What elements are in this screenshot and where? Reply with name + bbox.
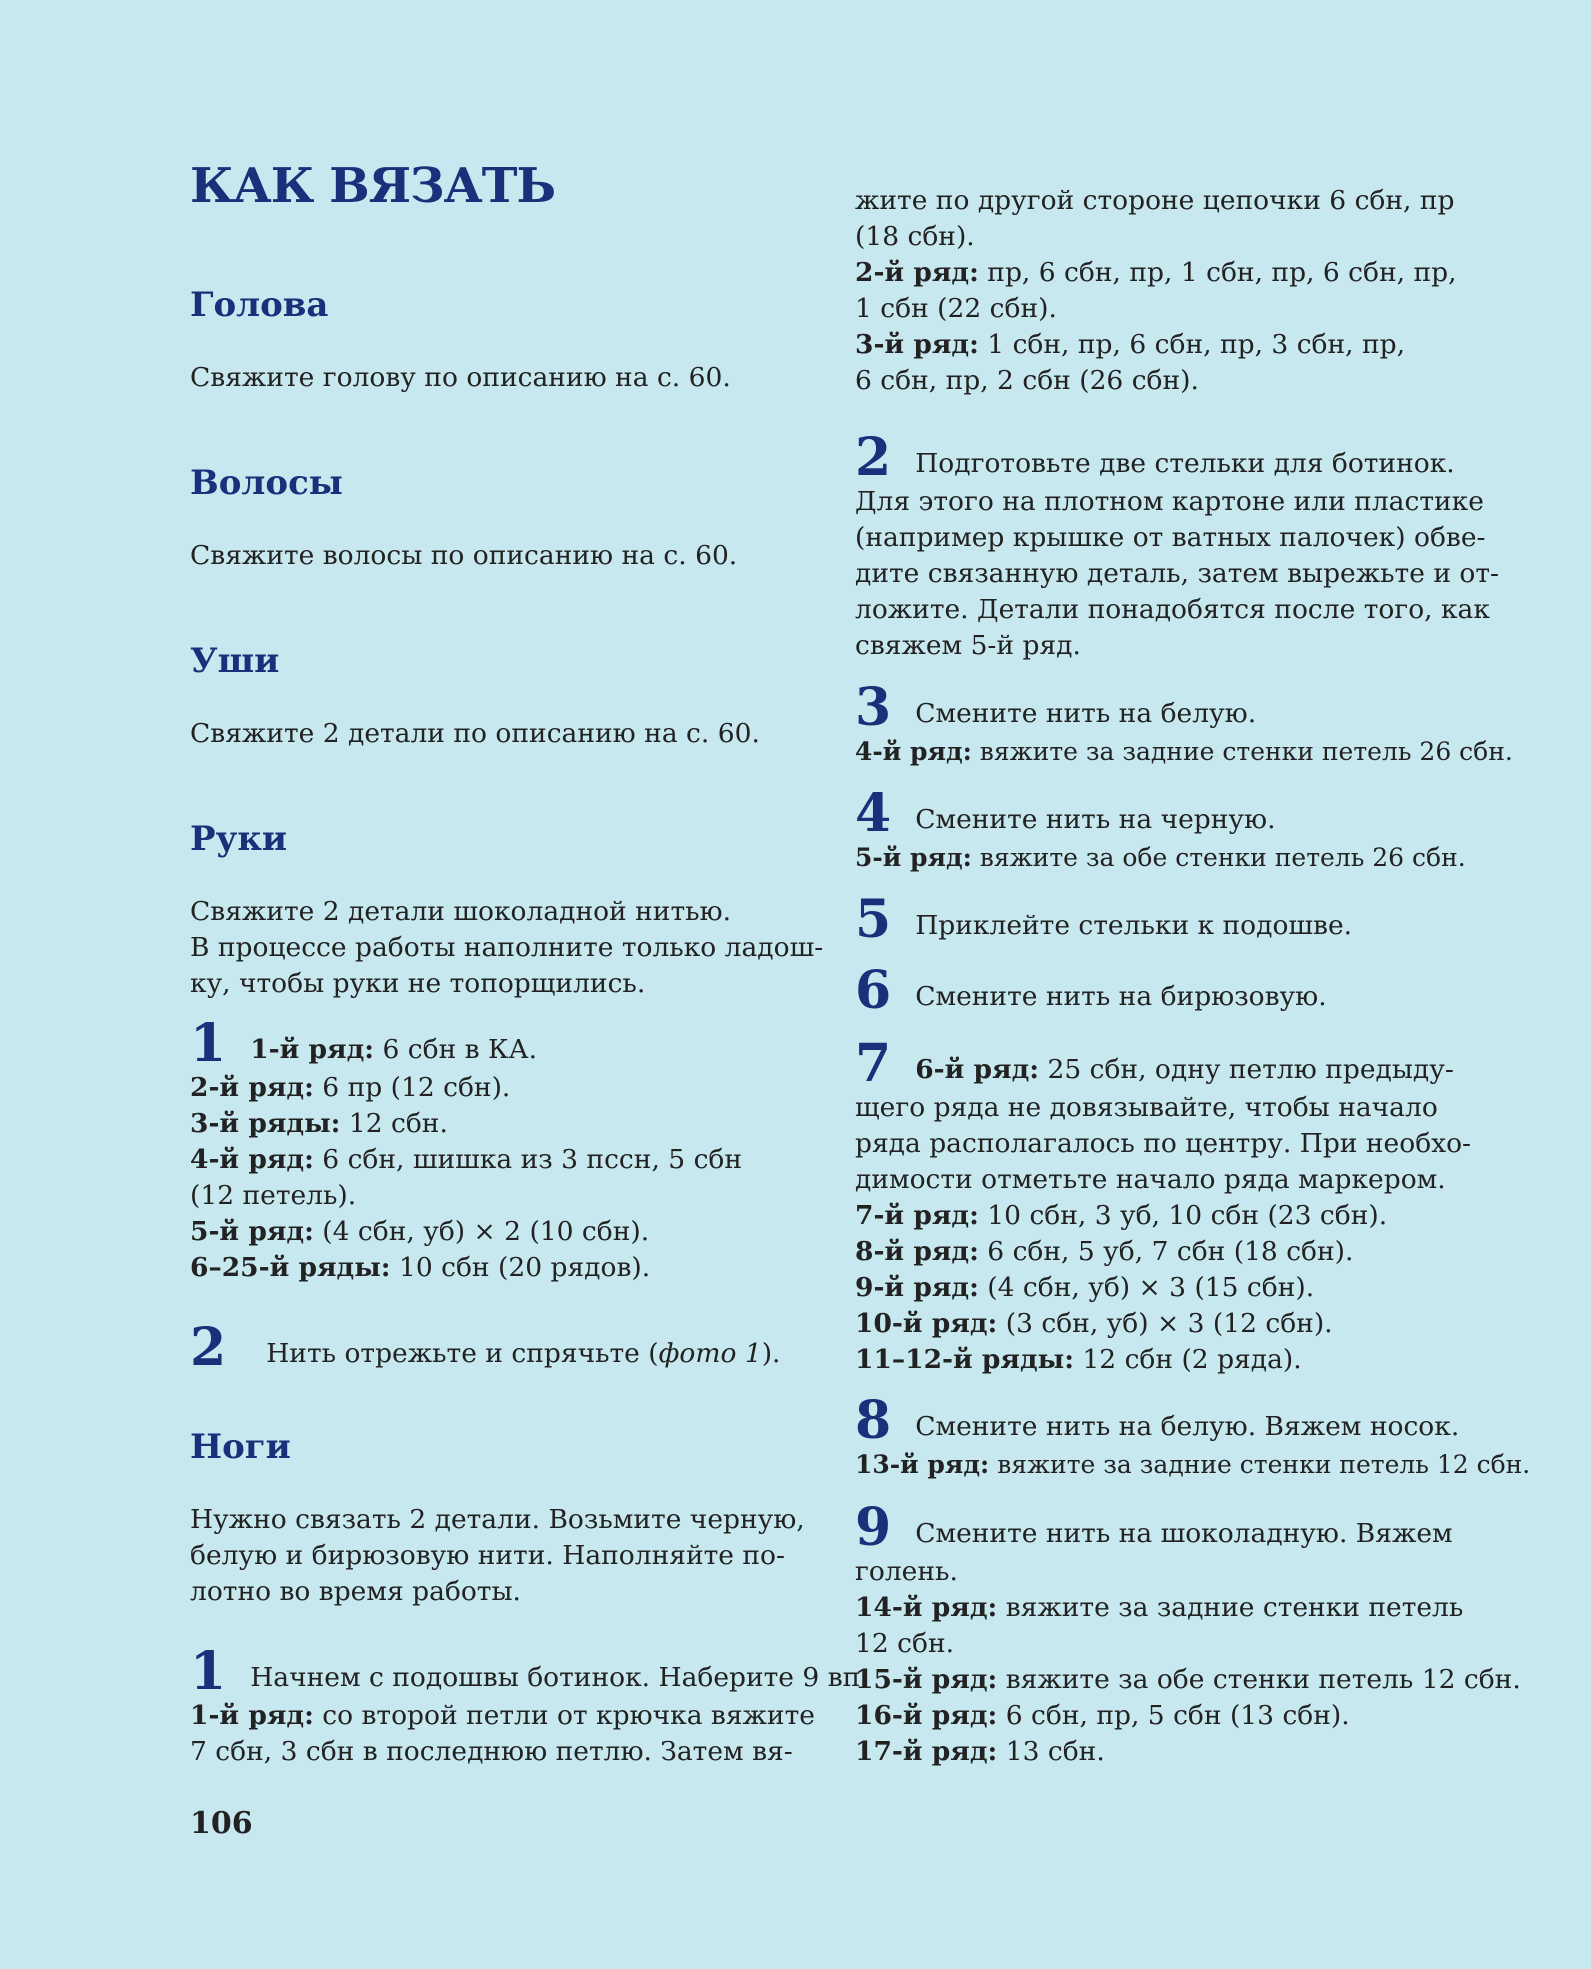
- legs-intro: Нужно связать 2 детали. Возьмите черную, белую и бирюзовую нити. Наполняйте по- лотно во время работы.: [190, 1504, 805, 1607]
- head-text: Свяжите голову по описанию на с. 60.: [190, 362, 731, 393]
- legs-step-5: 5 Приклейте стельки к подошве.: [855, 889, 1353, 950]
- step-number: 4: [855, 783, 892, 844]
- section-heading-hair: Волосы: [190, 463, 343, 503]
- step-number: 2: [855, 427, 892, 488]
- step-number: 9: [855, 1497, 892, 1558]
- step-number: 8: [855, 1390, 892, 1451]
- step-number: 1: [190, 1641, 227, 1702]
- section-heading-arms: Руки: [190, 819, 288, 859]
- legs-step-4: 4 Смените нить на черную. 5-й ряд: вяжите за обе стенки петель 26 сбн.: [855, 783, 1466, 872]
- legs-step-3: 3 Смените нить на белую. 4-й ряд: вяжите за задние стенки петель 26 сбн.: [855, 677, 1513, 766]
- step-number: 5: [855, 889, 892, 950]
- hair-text: Свяжите волосы по описанию на с. 60.: [190, 540, 738, 571]
- legs-step-1-continued: жите по другой стороне цепочки 6 сбн, пр (18 сбн). 2-й ряд: пр, 6 сбн, пр, 1 сбн, пр, 6 сбн, пр, 1 сбн (22 сбн). 3-й ряд: 1 сбн, пр, 6 сбн, пр, 3 сбн, пр, 6 сбн, пр, 2 сбн (26 сбн).: [855, 185, 1457, 396]
- step-number: 1: [190, 1013, 227, 1074]
- legs-step-1: 1 Начнем с подошвы ботинок. Наберите 9 вп. 1-й ряд: со второй петли от крючка вяжите 7 сбн, 3 сбн в последнюю петлю. Затем вя-: [190, 1641, 869, 1767]
- arms-intro: Свяжите 2 детали шоколадной нитью. В процессе работы наполните только ладош- ку, чтобы руки не топорщились.: [190, 896, 824, 999]
- ears-text: Свяжите 2 детали по описанию на с. 60.: [190, 718, 760, 749]
- legs-step-9: 9 Смените нить на шоколадную. Вяжем голень. 14-й ряд: вяжите за задние стенки петель 12 сбн. 15-й ряд: вяжите за обе стенки петель 12 сбн. 16-й ряд: 6 сбн, пр, 5 сбн (13 сбн). 17-й ряд: 13 сбн.: [855, 1497, 1521, 1767]
- section-heading-head: Голова: [190, 285, 329, 325]
- legs-step-7: 7 6-й ряд: 25 сбн, одну петлю предыду- щего ряда не довязывайте, чтобы начало ряда располагалось по центру. При необхо- димости отметьте начало ряда маркером. 7-й ряд: 10 сбн, 3 уб, 10 сбн (23 сбн). 8-й ряд: 6 сбн, 5 уб, 7 сбн (18 сбн). 9-й ряд: (4 сбн, уб) × 3 (15 сбн). 10-й ряд: (3 сбн, уб) × 3 (12 сбн). 11–12-й ряды: 12 сбн (2 ряда).: [855, 1033, 1471, 1375]
- step-number: 6: [855, 960, 892, 1021]
- step-number: 3: [855, 677, 892, 738]
- arms-step-1: 1 1-й ряд: 6 сбн в КА. 2-й ряд: 6 пр (12 сбн). 3-й ряды: 12 сбн. 4-й ряд: 6 сбн, шишка из 3 пссн, 5 сбн (12 петель). 5-й ряд: (4 сбн, уб) × 2 (10 сбн). 6–25-й ряды: 10 сбн (20 рядов).: [190, 1013, 743, 1283]
- step-number: 2: [190, 1317, 227, 1378]
- step-number: 7: [855, 1033, 892, 1094]
- page-number: 106: [190, 1806, 253, 1841]
- arms-step-2: 2 Нить отрежьте и спрячьте (фото 1).: [190, 1317, 781, 1378]
- page-title: КАК ВЯЗАТЬ: [190, 158, 556, 214]
- legs-step-2: 2 Подготовьте две стельки для ботинок. Для этого на плотном картоне или пластике (например крышке от ватных палочек) обве- дите связанную деталь, затем вырежьте и от- ложите. Детали понадобятся после того, как свяжем 5-й ряд.: [855, 427, 1499, 661]
- section-heading-legs: Ноги: [190, 1427, 291, 1467]
- section-heading-ears: Уши: [190, 641, 280, 681]
- legs-step-8: 8 Смените нить на белую. Вяжем носок. 13-й ряд: вяжите за задние стенки петель 12 сбн.: [855, 1390, 1531, 1479]
- legs-step-6: 6 Смените нить на бирюзовую.: [855, 960, 1327, 1021]
